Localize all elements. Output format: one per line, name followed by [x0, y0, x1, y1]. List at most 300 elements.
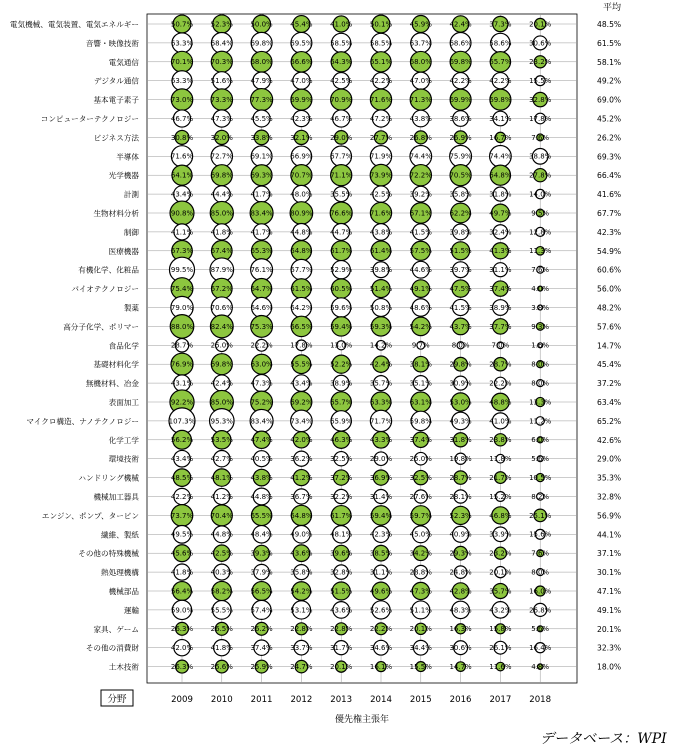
row-label: デジタル通信 [93, 76, 139, 86]
bubble-value-label: 44.8% [290, 228, 313, 237]
bubble-value-label: 3.8% [531, 303, 550, 312]
x-tick-label: 2015 [409, 695, 432, 705]
row-average-label: 45.4% [597, 360, 622, 370]
bubble-value-label: 31.1% [369, 568, 393, 577]
bubble-value-label: 65.3% [250, 247, 273, 256]
bubble-value-label: 58.5% [369, 39, 393, 48]
bubble-value-label: 26.5% [210, 625, 233, 634]
row-average-label: 63.4% [597, 398, 622, 407]
bubble-value-label: 63.3% [170, 39, 194, 48]
bubble-value-label: 48.4% [250, 530, 273, 539]
bubble-value-label: 8.0% [531, 568, 550, 577]
bubble-value-label: 39.7% [449, 266, 472, 275]
bubble-value-label: 33.7% [290, 644, 313, 653]
bubble-value-label: 42.0% [290, 436, 313, 445]
bubble-value-label: 41.8% [170, 568, 194, 577]
bubble-value-label: 77.3% [250, 96, 273, 104]
bubble-value-label: 43.4% [170, 190, 194, 199]
bubble-value-label: 28.7% [170, 341, 194, 350]
bubble-value-label: 42.4% [210, 379, 233, 388]
bubble-value-label: 42.5% [210, 549, 233, 558]
bubble-value-label: 56.2% [170, 436, 194, 445]
row-label: 土木技術 [108, 662, 139, 672]
bubble-value-label: 5.6% [531, 625, 550, 634]
bubble-value-label: 68.0% [409, 58, 432, 67]
bubble-value-label: 54.2% [290, 587, 313, 596]
bubble-value-label: 35.7% [369, 379, 393, 388]
bubble-value-label: 30.6% [529, 39, 552, 48]
bubble-value-label: 37.4% [409, 436, 432, 445]
bubble-value-label: 107.3% [168, 417, 196, 426]
row-average-label: 69.0% [597, 95, 622, 105]
bubble-value-label: 75.4% [170, 285, 194, 293]
bubble-value-label: 70.7% [290, 171, 313, 180]
bubble-value-label: 48.0% [290, 190, 313, 199]
bubble-value-label: 8.0% [451, 341, 470, 350]
bubble-value-label: 46.7% [330, 114, 353, 123]
bubble-value-label: 72.7% [210, 152, 233, 161]
bubble-value-label: 63.1% [409, 398, 432, 407]
bubble-value-label: 15.5% [529, 77, 552, 86]
row-label: 有機化学、化粧品 [78, 265, 139, 275]
bubble-value-label: 49.5% [170, 530, 194, 539]
bubble-value-label: 45.9% [409, 20, 432, 29]
bubble-value-label: 56.4% [170, 587, 194, 596]
x-tick-label: 2017 [489, 695, 512, 705]
bubble-value-label: 34.1% [489, 114, 512, 123]
bubble-value-label: 41.5% [449, 303, 472, 312]
row-average-label: 69.3% [597, 152, 622, 162]
row-label: 電気機械、電気装置、電気エネルギー [9, 20, 139, 29]
row-average-label: 49.2% [597, 76, 622, 86]
row-label: その他の消費財 [85, 643, 139, 653]
bubble-value-label: 69.5% [290, 39, 313, 48]
bubble-value-label: 21.7% [489, 474, 512, 482]
bubble-value-label: 61.7% [330, 511, 353, 520]
bubble-value-label: 20.1% [489, 568, 512, 577]
bubble-value-label: 73.7% [170, 511, 194, 520]
bubble-value-label: 17.8% [529, 114, 552, 123]
row-label: 高分子化学、ポリマー [63, 322, 139, 332]
bubble-value-label: 41.8% [210, 228, 233, 237]
bubble-value-label: 42.2% [449, 77, 472, 86]
row-average-label: 32.3% [597, 643, 622, 653]
bubble-value-label: 43.4% [290, 379, 313, 388]
bubble-value-label: 73.0% [170, 96, 194, 104]
bubble-value-label: 45.6% [170, 549, 194, 558]
bubble-value-label: 11.8% [489, 455, 512, 464]
bubble-value-label: 65.5% [250, 511, 273, 520]
bubble-value-label: 34.4% [409, 644, 432, 653]
row-average-label: 56.9% [597, 511, 622, 521]
bubble-value-label: 69.8% [489, 96, 512, 104]
bubble-value-label: 47.0% [409, 77, 432, 86]
bubble-value-label: 47.9% [250, 77, 273, 86]
row-average-label: 41.6% [597, 190, 622, 200]
bubble-value-label: 75.3% [250, 322, 273, 331]
row-header-label: 分野 [107, 694, 127, 705]
row-average-label: 49.1% [597, 605, 622, 615]
bubble-value-label: 25.6% [210, 663, 233, 671]
bubble-value-label: 61.7% [330, 247, 353, 256]
bubble-value-label: 26.3% [170, 663, 194, 671]
bubble-value-label: 45.4% [290, 20, 313, 29]
bubble-value-label: 41.2% [210, 492, 233, 501]
bubble-value-label: 38.9% [330, 379, 353, 388]
bubble-value-label: 42.0% [170, 644, 194, 653]
bubble-value-label: 47.3% [210, 114, 233, 123]
bubble-value-label: 59.8% [409, 417, 432, 426]
bubble-value-label: 16.3% [449, 625, 472, 634]
bubble-value-label: 41.0% [489, 417, 512, 426]
bubble-value-label: 41.1% [170, 228, 194, 237]
bubble-value-label: 51.4% [369, 285, 393, 293]
x-tick-label: 2011 [250, 695, 273, 705]
bubble-value-label: 44.8% [250, 492, 273, 501]
row-label: 機械加工器具 [93, 492, 139, 502]
bubble-value-label: 40.3% [210, 568, 233, 577]
bubble-value-label: 80.9% [290, 209, 313, 218]
bubble-value-label: 69.8% [449, 58, 472, 67]
x-tick-label: 2010 [210, 695, 233, 705]
bubble-value-label: 70.5% [449, 171, 472, 180]
bubble-value-label: 50.8% [369, 303, 393, 312]
bubble-value-label: 29.3% [449, 549, 472, 558]
bubble-value-label: 29.8% [449, 360, 472, 369]
bubble-value-label: 56.5% [250, 587, 273, 596]
bubble-value-label: 39.8% [449, 228, 472, 237]
bubble-value-label: 49.6% [369, 587, 393, 596]
bubble-value-label: 30.9% [449, 379, 472, 388]
bubble-value-label: 42.5% [330, 77, 353, 86]
bubble-value-label: 14.7% [449, 663, 472, 671]
bubble-value-label: 15.8% [489, 625, 512, 634]
bubble-value-label: 75.2% [250, 398, 273, 407]
bubble-value-label: 52.2% [330, 360, 353, 369]
row-average-label: 44.1% [597, 530, 622, 540]
bubble-value-label: 38.5% [369, 549, 393, 558]
bubble-value-label: 28.7% [489, 360, 512, 369]
bubble-value-label: 66.5% [290, 322, 313, 331]
bubble-value-label: 8.0% [531, 379, 550, 388]
row-label: 繊維、製紙 [101, 530, 139, 540]
row-average-label: 32.8% [597, 492, 622, 502]
row-average-label: 20.1% [597, 624, 622, 634]
bubble-value-label: 69.9% [290, 96, 313, 104]
bubble-value-label: 26.8% [409, 133, 432, 142]
bubble-value-label: 36.9% [369, 474, 393, 482]
bubble-value-label: 32.5% [330, 455, 353, 464]
bubble-value-label: 36.7% [290, 492, 313, 501]
bubble-value-label: 50.7% [170, 20, 194, 29]
bubble-value-label: 39.6% [330, 549, 353, 558]
bubble-value-label: 49.0% [290, 530, 313, 539]
bubble-value-label: 65.7% [330, 398, 353, 407]
bubble-value-label: 32.8% [330, 568, 353, 577]
bubble-value-label: 45.5% [250, 114, 273, 123]
bubble-value-label: 8.0% [531, 360, 550, 369]
row-label: ハンドリング機械 [78, 473, 139, 483]
bubble-value-label: 71.7% [369, 417, 393, 426]
bubble-value-label: 83.4% [250, 417, 273, 426]
row-label: ビジネス方法 [93, 133, 139, 143]
bubble-value-label: 22.8% [330, 625, 353, 634]
bubble-value-label: 9.3% [531, 322, 550, 331]
bubble-value-label: 69.3% [250, 171, 273, 180]
x-tick-label: 2018 [529, 695, 552, 705]
bubble-value-label: 25.1% [529, 511, 552, 520]
bubble-value-label: 48.3% [449, 606, 472, 615]
bubble-value-label: 44.8% [210, 530, 233, 539]
bubble-value-label: 47.5% [449, 285, 472, 293]
bubble-value-label: 24.7% [290, 663, 313, 671]
bubble-value-label: 52.9% [330, 266, 353, 275]
bubble-value-label: 61.5% [290, 285, 313, 293]
bubble-value-label: 39.2% [409, 190, 432, 199]
bubble-value-label: 12.8% [529, 228, 552, 237]
bubble-value-label: 42.3% [290, 114, 313, 123]
bubble-value-label: 52.3% [449, 511, 472, 520]
bubble-value-label: 69.8% [210, 360, 233, 369]
bubble-value-label: 51.6% [210, 77, 233, 86]
bubble-value-label: 37.2% [330, 474, 353, 482]
bubble-value-label: 69.1% [250, 152, 273, 161]
bubble-value-label: 26.9% [449, 133, 472, 142]
bubble-value-label: 63.3% [170, 77, 194, 86]
bubble-value-label: 70.9% [330, 96, 353, 104]
bubble-value-label: 37.3% [489, 20, 512, 29]
bubble-value-label: 42.2% [369, 77, 393, 86]
bubble-value-label: 22.2% [489, 379, 512, 388]
bubble-value-label: 85.0% [210, 398, 233, 407]
bubble-value-label: 99.5% [170, 266, 194, 275]
labels [10, 1, 621, 725]
bubble-value-label: 49.3% [449, 417, 472, 426]
x-tick-label: 2009 [171, 695, 193, 705]
row-average-label: 30.1% [597, 568, 622, 578]
bubble-value-label: 67.1% [409, 209, 432, 218]
bubble-value-label: 70.4% [210, 511, 233, 520]
row-average-label: 14.7% [597, 341, 622, 351]
bubble-value-label: 75.9% [449, 152, 472, 161]
row-average-label: 42.3% [597, 227, 622, 237]
bubble-value-label: 23.2% [489, 549, 512, 558]
bubble-value-label: 36.2% [290, 455, 313, 464]
row-label: 制御 [123, 227, 139, 237]
average-header: 平均 [603, 3, 622, 13]
bubble-value-label: 42.4% [449, 20, 472, 29]
bubble-value-label: 70.3% [210, 58, 233, 67]
bubble-value-label: 68.6% [449, 39, 472, 48]
row-label: 家具、ゲーム [93, 624, 139, 634]
bubble-value-label: 16.0% [529, 587, 552, 596]
bubble-value-label: 42.2% [489, 77, 512, 86]
row-label: 熱処理機構 [101, 568, 139, 578]
bubble-value-label: 67.7% [330, 152, 353, 161]
bubble-value-label: 71.6% [170, 152, 194, 161]
bubble-value-label: 11.3% [529, 247, 552, 256]
bubble-value-label: 25.9% [250, 663, 273, 671]
bubble-value-label: 90.8% [170, 209, 194, 218]
bubble-value-label: 27.8% [529, 171, 552, 180]
bubble-value-label: 35.8% [449, 190, 472, 199]
bubble-value-label: 40.5% [250, 455, 273, 464]
row-label: 生物材料分析 [93, 209, 139, 218]
bubble-value-label: 65.1% [369, 58, 393, 67]
bubble-value-label: 16.7% [489, 133, 512, 142]
bubble-value-label: 42.4% [369, 360, 393, 369]
bubble-value-label: 34.6% [369, 644, 393, 653]
bubble-value-label: 64.8% [290, 247, 313, 256]
bubble-value-label: 54.2% [409, 322, 432, 331]
bubble-value-label: 8.2% [531, 492, 550, 501]
row-average-label: 35.3% [597, 473, 622, 483]
bubble-value-label: 44.4% [210, 190, 233, 199]
bubble-value-label: 24.8% [449, 568, 472, 577]
bubble-value-label: 55.5% [290, 360, 313, 369]
bubble-value-label: 29.0% [330, 133, 353, 142]
bubble-value-label: 5.6% [531, 455, 550, 464]
bubble-value-label: 20.1% [330, 663, 353, 671]
bubble-value-label: 42.3% [369, 530, 393, 539]
row-label: 化学工学 [108, 435, 139, 445]
bubble-value-label: 45.0% [409, 530, 432, 539]
bubble-value-label: 65.9% [330, 417, 353, 426]
row-average-label: 56.0% [597, 284, 622, 294]
bubble-value-label: 62.2% [449, 209, 472, 218]
bubble-value-label: 70.6% [210, 303, 233, 312]
row-label: 半導体 [116, 152, 139, 162]
source-note: データベース：WPI [540, 731, 667, 747]
bubble-value-label: 69.8% [210, 171, 233, 180]
bubble-value-label: 58.2% [210, 587, 233, 596]
x-axis-label: 優先権主張年 [334, 715, 390, 725]
bubble-value-label: 27.7% [369, 133, 393, 142]
bubble-value-label: 42.8% [449, 587, 472, 596]
bubble-value-label: 22.2% [369, 625, 393, 634]
bubble-value-label: 16.4% [529, 644, 552, 653]
bubble-value-label: 55.5% [210, 606, 233, 615]
bubble-value-label: 49.7% [489, 209, 512, 218]
bubble-value-label: 43.6% [330, 606, 353, 615]
bubble-value-label: 40.9% [449, 530, 472, 539]
bubble-value-label: 83.4% [250, 209, 273, 218]
bubble-value-label: 41.7% [250, 190, 273, 199]
bubble-value-label: 14.0% [529, 190, 552, 199]
bubble-value-label: 9.7% [411, 341, 430, 350]
bubble-value-label: 32.1% [290, 133, 313, 142]
bubble-value-label: 48.1% [330, 530, 353, 539]
bubble-value-label: 53.1% [290, 606, 313, 615]
bubble-value-label: 43.8% [250, 474, 273, 482]
row-label: 音響・映像技術 [85, 38, 139, 48]
row-label: 光学機器 [108, 171, 139, 181]
bubble-value-label: 7.6% [531, 266, 550, 275]
bubble-value-label: 37.4% [250, 644, 273, 653]
bubble-value-label: 30.8% [170, 133, 194, 142]
bubble-value-label: 60.5% [330, 285, 353, 293]
row-average-label: 37.1% [597, 549, 622, 559]
bubble-value-label: 31.1% [489, 266, 512, 275]
row-average-label: 58.1% [597, 57, 622, 67]
bubble-value-label: 43.4% [170, 455, 194, 464]
row-average-label: 67.7% [597, 209, 622, 218]
bubble-value-label: 23.8% [489, 436, 512, 445]
bubble-value-label: 19.8% [449, 455, 472, 464]
bubble-value-label: 85.0% [210, 209, 233, 218]
bubble-value-label: 11.2% [529, 417, 552, 426]
bubble-value-label: 67.7% [290, 266, 313, 275]
bubble-value-label: 63.0% [250, 360, 273, 369]
bubble-value-label: 61.4% [369, 247, 393, 256]
bubble-value-label: 15.5% [409, 663, 432, 671]
bubble-value-label: 59.3% [369, 322, 393, 331]
bubble-value-label: 64.3% [330, 58, 353, 67]
bubble-value-label: 63.7% [409, 39, 432, 48]
row-label: 医療機器 [108, 246, 139, 256]
bubble-value-label: 22.2% [250, 341, 273, 350]
bubble-value-label: 33.8% [250, 133, 273, 142]
bubble-value-label: 25.0% [210, 341, 233, 350]
bubble-value-label: 59.7% [409, 511, 432, 520]
bubble-value-label: 47.3% [250, 379, 273, 388]
bubble-value-label: 20.1% [529, 20, 552, 29]
bubble-value-label: 46.8% [489, 511, 512, 520]
bubble-value-label: 51.5% [330, 587, 353, 596]
bubble-value-label: 37.9% [250, 568, 273, 577]
bubble-value-label: 64.6% [250, 303, 273, 312]
bubble-value-label: 41.3% [489, 247, 512, 256]
bubble-value-label: 71.6% [369, 209, 393, 218]
bubble-value-label: 26.2% [250, 625, 273, 634]
bubble-value-label: 58.5% [330, 39, 353, 48]
bubble-value-label: 39.8% [369, 266, 393, 275]
bubble-value-label: 76.9% [170, 360, 194, 369]
row-label: 無機材料、冶金 [85, 379, 139, 389]
bubble-value-label: 58.6% [489, 39, 512, 48]
bubble-value-label: 4.0% [531, 285, 550, 293]
bubble-value-label: 46.7% [170, 114, 194, 123]
bubble-value-label: 39.3% [250, 549, 273, 558]
bubble-value-label: 44.6% [409, 266, 432, 275]
bubble-value-label: 42.2% [170, 492, 194, 501]
row-average-label: 54.9% [597, 246, 622, 256]
row-average-label: 47.1% [597, 587, 622, 596]
bubble-value-label: 48.8% [489, 398, 512, 407]
row-label: 基本電子素子 [93, 95, 139, 105]
bubble-value-label: 65.7% [489, 58, 512, 67]
bubble-value-label: 38.9% [489, 303, 512, 312]
bubble-value-label: 32.5% [409, 474, 432, 482]
x-tick-label: 2014 [370, 695, 392, 705]
bubble-value-label: 27.6% [409, 492, 432, 501]
bubble-value-label: 59.4% [330, 322, 353, 331]
bubble-value-label: 17.8% [290, 341, 313, 350]
x-tick-label: 2013 [330, 695, 353, 705]
row-average-label: 61.5% [597, 38, 622, 48]
bubble-value-label: 82.4% [210, 322, 233, 331]
bubble-value-label: 43.6% [290, 549, 313, 558]
row-label: 環境技術 [108, 454, 139, 464]
bubble-value-label: 47.3% [409, 587, 432, 596]
bubble-value-label: 67.2% [210, 285, 233, 293]
bubble-value-label: 38.8% [529, 152, 552, 161]
bubble-value-label: 68.4% [210, 39, 233, 48]
bubble-value-label: 11.6% [489, 663, 512, 671]
bubble-value-label: 41.8% [210, 644, 233, 653]
bubble-value-label: 16.1% [369, 663, 393, 671]
bubble-value-label: 26.3% [170, 625, 194, 634]
